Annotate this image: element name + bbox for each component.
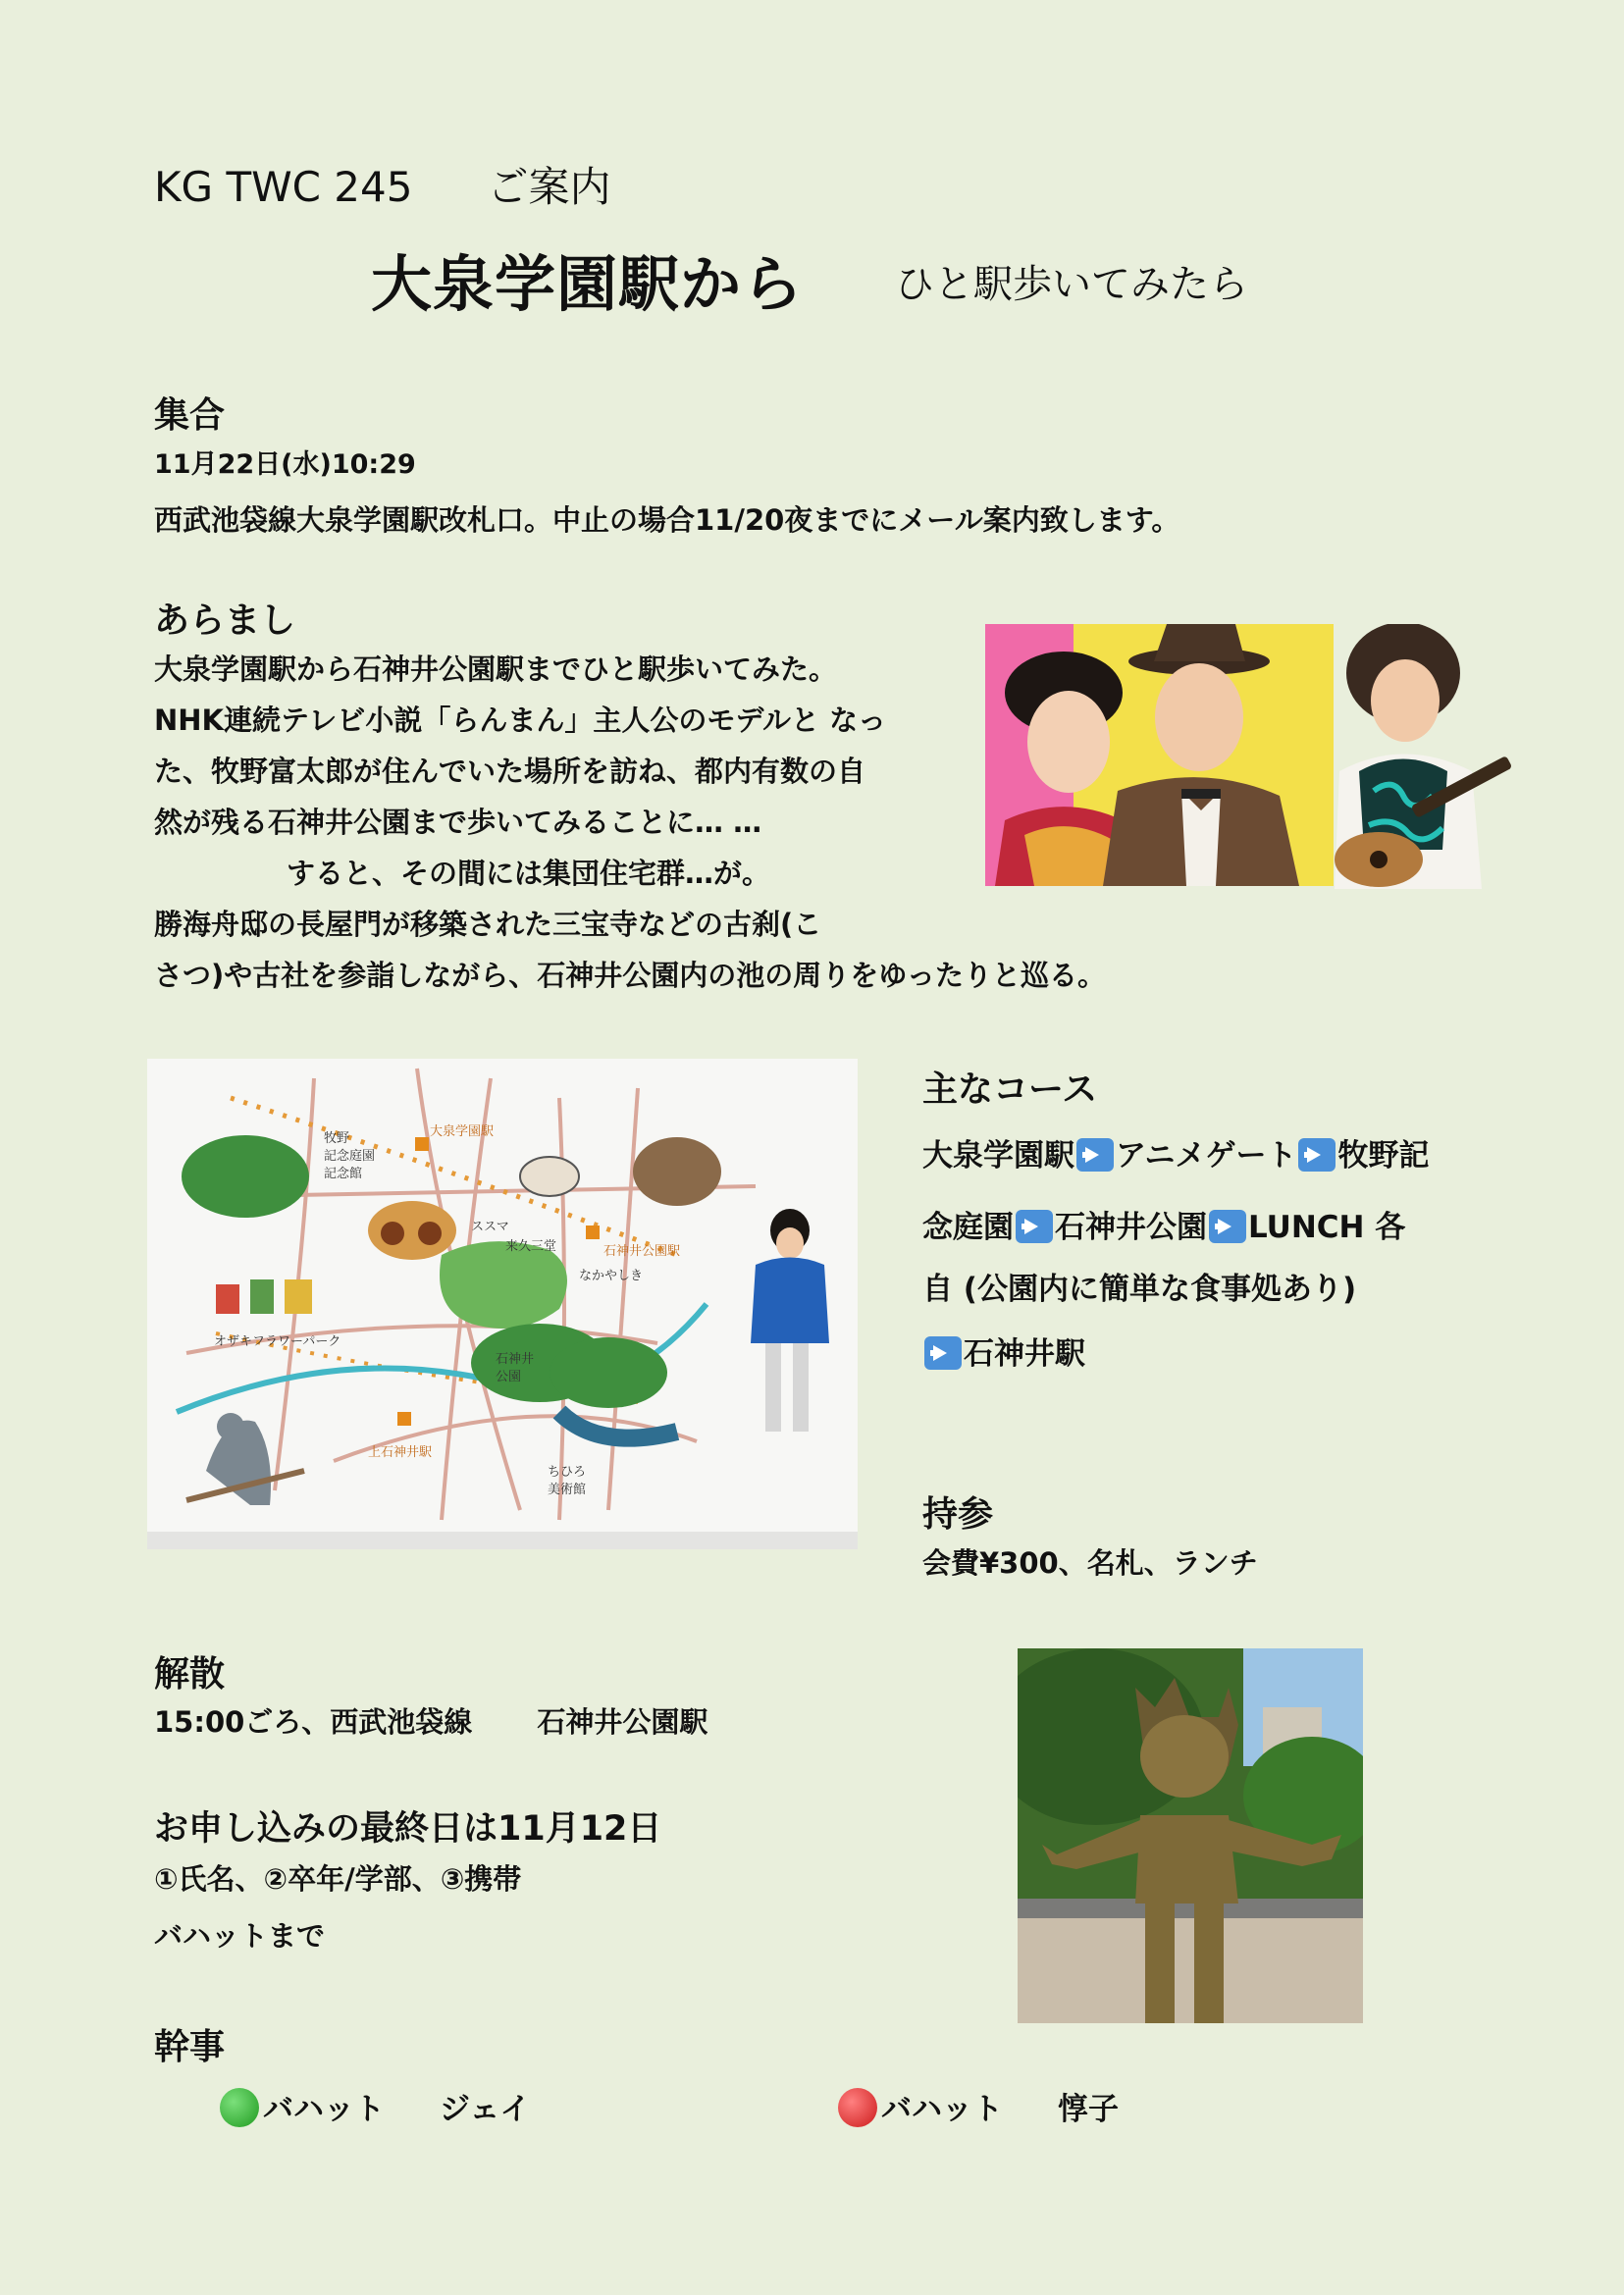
summary-line: すると、その間には集団住宅群…が。	[287, 857, 771, 890]
summary-text	[154, 644, 1106, 1001]
meeting-heading: 集合	[154, 395, 226, 436]
arrow-right-icon	[1209, 1210, 1246, 1243]
course-stop: 牧野記	[1337, 1138, 1430, 1174]
summary-line: た、牧野富太郎が住んでいた場所を訪ね、都内有数の自	[154, 755, 866, 788]
header-line	[154, 155, 610, 214]
apply-heading: お申し込みの最終日は11月12日	[154, 1809, 662, 1849]
summary-line: 然が残る石神井公園まで歩いてみることに… …	[154, 806, 762, 839]
course-heading: 主なコース	[922, 1069, 1098, 1110]
map-label-shakujii-park-2: 公園	[496, 1369, 522, 1383]
bring-heading: 持参	[922, 1494, 994, 1535]
course-stop: LUNCH 各	[1248, 1210, 1406, 1245]
guide-label: ご案内	[487, 163, 611, 211]
organizer-1	[220, 2088, 530, 2128]
meeting-datetime: 11月22日(水)10:29	[154, 449, 416, 480]
red-circle-icon	[838, 2088, 877, 2127]
apply-fields: ①氏名、②卒年/学部、③携帯	[154, 1862, 522, 1896]
organizer-2-group: バハット	[881, 2092, 1003, 2127]
bring-items: 会費¥300、名札、ランチ	[922, 1546, 1258, 1580]
summary-line: 勝海舟邸の長屋門が移築された三宝寺などの古刹(こ	[154, 908, 822, 941]
guitarist-photo	[1285, 624, 1526, 889]
dismissal-heading: 解散	[154, 1654, 226, 1695]
apply-to: バハットまで	[154, 1919, 326, 1953]
map-label-oizumi-station: 大泉学園駅	[430, 1123, 495, 1138]
map-label-makino-garden: 記念庭園	[324, 1148, 376, 1163]
green-circle-icon	[220, 2088, 259, 2127]
course-stop: 石神井駅	[964, 1336, 1085, 1372]
meeting-place: 西武池袋線大泉学園駅改札口。中止の場合11/20夜までにメール案内致します。	[154, 503, 1180, 537]
map-label-kuku-sando: 来久三堂	[505, 1238, 557, 1253]
statue-photo	[1018, 1648, 1363, 2023]
summary-heading: あらまし	[154, 600, 296, 641]
course-stop: アニメゲート	[1116, 1138, 1297, 1174]
summary-line: 大泉学園駅から石神井公園駅までひと駅歩いてみた。	[154, 652, 838, 686]
course-line	[922, 1130, 1429, 1174]
course-line	[922, 1202, 1405, 1246]
organizer-2	[838, 2088, 1119, 2128]
map-label-ozaki: オザキフラワーパーク	[214, 1333, 341, 1348]
course-stop: 大泉学園駅	[922, 1138, 1074, 1174]
event-code: KG TWC 245	[154, 163, 413, 211]
map-label-chihiro-museum: 美術館	[548, 1482, 587, 1496]
course-stop: 念庭園	[922, 1210, 1014, 1245]
arrow-right-icon	[1298, 1138, 1336, 1172]
dismissal-time: 15:00ごろ、西武池袋線	[154, 1705, 473, 1739]
arrow-right-icon	[1076, 1138, 1114, 1172]
map-label-makino-museum: 記念館	[324, 1166, 363, 1180]
page-title: 大泉学園駅から	[371, 248, 805, 320]
organizer-2-name: 惇子	[1058, 2092, 1119, 2127]
map-label-shakujii-park: 石神井	[496, 1351, 535, 1366]
course-line	[922, 1329, 1085, 1373]
course-stop: 石神井公園	[1055, 1210, 1207, 1245]
drama-photo	[985, 624, 1334, 886]
map-label-nakayashiki: なかやしき	[579, 1268, 644, 1282]
map-label-kami-shakujii: 上石神井駅	[368, 1444, 433, 1459]
summary-line: NHK連続テレビ小説「らんまん」主人公のモデルと なっ	[154, 704, 887, 737]
route-map	[147, 1059, 858, 1549]
dismissal-info	[154, 1705, 707, 1740]
arrow-right-icon	[1016, 1210, 1053, 1243]
dismissal-station: 石神井公園駅	[537, 1705, 708, 1739]
map-label-chihiro: ちひろ	[548, 1464, 587, 1479]
organizer-1-name: ジェイ	[440, 2092, 531, 2127]
summary-line: さつ)や古社を参詣しながら、石神井公園内の池の周りをゆったりと巡る。	[154, 959, 1106, 992]
map-label-susuma: ススマ	[471, 1219, 509, 1233]
arrow-right-icon	[924, 1336, 962, 1370]
organizers-heading: 幹事	[154, 2027, 226, 2067]
course-line: 自 (公園内に簡単な食事処あり)	[922, 1272, 1357, 1307]
page-subtitle: ひと駅歩いてみたら	[895, 262, 1248, 307]
map-label-shakujii-park-station: 石神井公園駅	[603, 1243, 681, 1258]
organizer-1-group: バハット	[263, 2092, 385, 2127]
map-label-makino: 牧野	[324, 1130, 350, 1145]
course-list	[922, 1130, 1609, 1385]
